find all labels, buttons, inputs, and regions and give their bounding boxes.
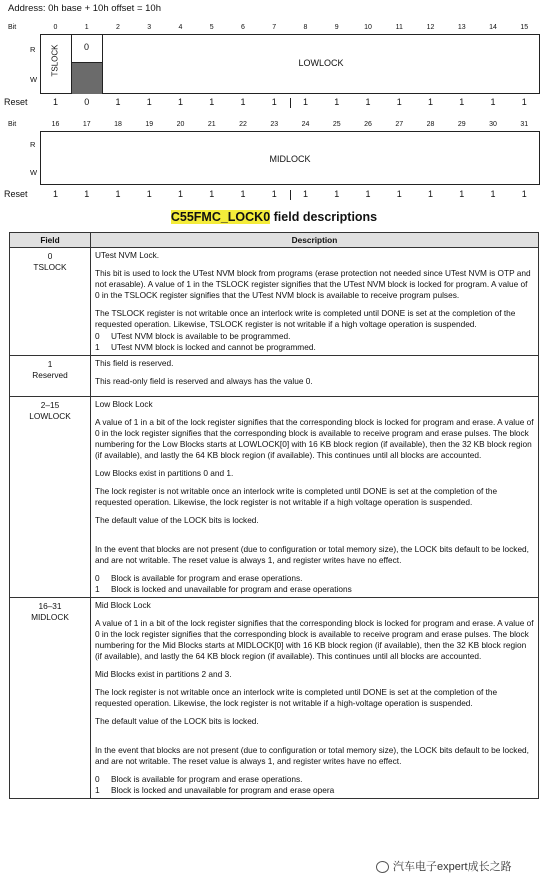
wechat-icon bbox=[376, 861, 389, 873]
bit-number: 22 bbox=[239, 121, 247, 128]
description-paragraph: Mid Block Lock bbox=[95, 600, 151, 610]
value-definition bbox=[95, 785, 534, 796]
reset-value: 1 bbox=[240, 97, 246, 107]
bit-number: 0 bbox=[53, 24, 58, 31]
bit-number: 30 bbox=[489, 121, 497, 128]
reset-value: 1 bbox=[302, 189, 308, 199]
reset-row bbox=[4, 97, 540, 111]
value-definition bbox=[95, 331, 534, 342]
reset-value: 1 bbox=[396, 189, 402, 199]
description-paragraph: A value of 1 in a bit of the lock register signifies that the corresponding block is locked for program and erase. A value of 0 in the lock register signifies that the corresponding block is available to receive program and erase pulses. The block numbering for the Low Blocks starts at LOWLOCK[0] with 16 KB block region (if available), then the 32 KB block region (if available), and lastly the 64 KB block region (if available). This continues until all blocks are accounted. bbox=[95, 417, 534, 460]
header-field: Field bbox=[10, 233, 91, 248]
bit-number: 9 bbox=[334, 24, 339, 31]
bit-number: 17 bbox=[82, 121, 91, 128]
value-key: 0 bbox=[95, 774, 100, 784]
value-definition bbox=[95, 584, 534, 595]
write-label: W bbox=[30, 75, 38, 84]
value-text: Block is locked and unavailable for program and erase operations bbox=[111, 584, 352, 594]
bit-number: 13 bbox=[457, 24, 466, 31]
byte-divider bbox=[290, 98, 291, 108]
bit-number: 5 bbox=[209, 24, 214, 31]
description-paragraph: Mid Blocks exist in partitions 2 and 3. bbox=[95, 669, 232, 679]
bit-number: 16 bbox=[51, 121, 60, 128]
header-description: Description bbox=[91, 233, 539, 248]
table-row bbox=[10, 598, 539, 799]
field-cell bbox=[10, 397, 91, 598]
description-paragraph: This field is reserved. bbox=[95, 358, 174, 368]
value-text: UTest NVM block is locked and cannot be programmed. bbox=[111, 342, 316, 352]
reset-value: 1 bbox=[52, 189, 58, 199]
table-header-row bbox=[10, 233, 539, 248]
value-key: 0 bbox=[95, 331, 100, 341]
reset-value: 1 bbox=[427, 189, 433, 199]
field-bits: 16–31 bbox=[38, 601, 62, 611]
reset-value: 1 bbox=[146, 97, 152, 107]
reset-value: 1 bbox=[490, 189, 496, 199]
reset-value: 1 bbox=[240, 189, 246, 199]
description-cell bbox=[91, 248, 539, 356]
title-rest: field descriptions bbox=[270, 210, 378, 224]
field-name: LOWLOCK bbox=[29, 411, 71, 421]
read-label: R bbox=[30, 140, 36, 149]
reset-value: 1 bbox=[146, 189, 152, 199]
description-paragraph: The default value of the LOCK bits is locked. bbox=[95, 515, 259, 525]
reset-value: 1 bbox=[490, 97, 496, 107]
description-cell bbox=[91, 598, 539, 799]
reserved-read-value: 0 bbox=[83, 42, 89, 52]
description-paragraph: The lock register is not writable once an interlock write is completed until DONE is set at the completion of the requested operation. Likewise, the lock register is not writable if a high-voltage operation is suspended. bbox=[95, 687, 498, 708]
bit-number: 11 bbox=[395, 24, 403, 31]
value-text: UTest NVM block is available to be programmed. bbox=[111, 331, 291, 341]
read-label: R bbox=[30, 45, 36, 54]
bit-number: 19 bbox=[145, 121, 154, 128]
description-paragraph: In the event that blocks are not present (due to configuration or total memory size), the LOCK bits default to be locked, and are not writable. The reset value is always 1, and register writes have no effect. bbox=[95, 745, 529, 766]
field-cell bbox=[10, 248, 91, 356]
value-definition bbox=[95, 573, 534, 584]
bit-number: 7 bbox=[272, 24, 277, 31]
reset-value: 1 bbox=[459, 97, 465, 107]
reset-value: 1 bbox=[271, 189, 277, 199]
bit-number: 27 bbox=[395, 121, 404, 128]
reset-value: 1 bbox=[209, 97, 215, 107]
bit-number: 28 bbox=[426, 121, 435, 128]
description-paragraph: UTest NVM Lock. bbox=[95, 250, 160, 260]
bit-number: 20 bbox=[176, 121, 185, 128]
bit-number: 12 bbox=[426, 24, 435, 31]
reset-value: 1 bbox=[115, 97, 121, 107]
bit-number: 26 bbox=[364, 121, 372, 128]
description-paragraph: Low Blocks exist in partitions 0 and 1. bbox=[95, 468, 234, 478]
reset-value: 1 bbox=[521, 189, 527, 199]
write-disabled-shade bbox=[72, 63, 102, 94]
bit-number: 21 bbox=[207, 121, 216, 128]
value-key: 1 bbox=[95, 785, 100, 795]
value-definition bbox=[95, 774, 534, 785]
reset-value: 1 bbox=[271, 97, 277, 107]
description-paragraph: The lock register is not writable once an interlock write is completed until DONE is set at the completion of the requested operation. Likewise, the lock register is not writable if a high voltage operation is suspended. bbox=[95, 486, 498, 507]
field-cell bbox=[10, 598, 91, 799]
field-name: MIDLOCK bbox=[31, 612, 69, 622]
bit-number: 3 bbox=[147, 24, 152, 31]
field-cell bbox=[10, 356, 91, 397]
table-row bbox=[10, 248, 539, 356]
description-cell bbox=[91, 397, 539, 598]
register-name-highlight: C55FMC_LOCK0 bbox=[170, 210, 271, 224]
reset-value: 1 bbox=[84, 189, 90, 199]
value-text: Block is locked and unavailable for program and erase opera bbox=[111, 785, 335, 795]
description-cell bbox=[91, 356, 539, 397]
reset-value: 1 bbox=[365, 189, 371, 199]
value-text: Block is available for program and erase operations. bbox=[111, 573, 303, 583]
value-key: 0 bbox=[95, 573, 100, 583]
table-row bbox=[10, 397, 539, 598]
reset-value: 0 bbox=[84, 97, 90, 107]
bit-number: 8 bbox=[303, 24, 308, 31]
reset-value: 1 bbox=[365, 97, 371, 107]
reset-value: 1 bbox=[427, 97, 433, 107]
field-name: TSLOCK bbox=[33, 262, 67, 272]
reset-row bbox=[4, 189, 540, 203]
reset-value: 1 bbox=[302, 97, 308, 107]
bit-number: 2 bbox=[116, 24, 120, 31]
field-bits: 0 bbox=[47, 251, 53, 261]
bit-number: 29 bbox=[457, 121, 466, 128]
bit-number: 25 bbox=[332, 121, 341, 128]
field-descriptions-table bbox=[9, 232, 539, 799]
bit-number: 14 bbox=[489, 24, 497, 31]
bit-number: 10 bbox=[364, 24, 372, 31]
bit-number: 4 bbox=[178, 24, 183, 31]
description-paragraph: Low Block Lock bbox=[95, 399, 153, 409]
field-name: Reserved bbox=[32, 370, 68, 380]
reset-value: 1 bbox=[396, 97, 402, 107]
field-midlock: MIDLOCK bbox=[269, 154, 311, 164]
reset-label: Reset bbox=[4, 189, 28, 199]
reset-value: 1 bbox=[209, 189, 215, 199]
table-body bbox=[10, 248, 539, 799]
field-lowlock: LOWLOCK bbox=[298, 58, 344, 68]
description-paragraph: A value of 1 in a bit of the lock register signifies that the corresponding block is locked for program and erase. A value of 0 in the lock register signifies that the corresponding block is available to receive program and erase pulses. The block numbering for the Mid Blocks starts at MIDLOCK[0] with 16 KB block region (if available), then the 32 KB block region (if available), and lastly the 64 KB block region (if available). This continues until all blocks are accounted. bbox=[95, 618, 534, 661]
reset-value: 1 bbox=[521, 97, 527, 107]
write-label: W bbox=[30, 168, 38, 177]
address-line: Address: 0h base + 10h offset = 10h bbox=[8, 3, 161, 14]
bit-number: 15 bbox=[520, 24, 529, 31]
reset-value: 1 bbox=[177, 97, 183, 107]
field-bits: 2–15 bbox=[40, 400, 60, 410]
bit-label: Bit bbox=[8, 24, 17, 31]
bit-number: 24 bbox=[301, 121, 310, 128]
description-paragraph: This bit is used to lock the UTest NVM block from programs (erase protection not needed since UTest NVM is OTP and not erasable). A value of 1 in the TSLOCK register signifies that the UTest NVM block is locked for program. A value of 0 in the TSLOCK register signifies that the UTest NVM block is available to receive program pulses. bbox=[95, 268, 531, 300]
bit-label: Bit bbox=[8, 121, 17, 128]
field-bits: 1 bbox=[47, 359, 53, 369]
reset-value: 1 bbox=[334, 97, 340, 107]
field-tslock: TSLOCK bbox=[50, 44, 60, 77]
table-row bbox=[10, 356, 539, 397]
value-key: 1 bbox=[95, 584, 100, 594]
value-key: 1 bbox=[95, 342, 100, 352]
bit-number: 23 bbox=[270, 121, 279, 128]
watermark-text: 汽车电子expert成长之路 bbox=[393, 861, 512, 873]
description-paragraph: The default value of the LOCK bits is locked. bbox=[95, 716, 259, 726]
reset-label: Reset bbox=[4, 97, 28, 107]
reset-value: 1 bbox=[115, 189, 121, 199]
reset-value: 1 bbox=[177, 189, 183, 199]
bit-number: 1 bbox=[84, 24, 89, 31]
value-definition bbox=[95, 342, 534, 353]
byte-divider bbox=[290, 190, 291, 200]
reset-value: 1 bbox=[52, 97, 58, 107]
description-paragraph: The TSLOCK register is not writable once an interlock write is completed until DONE is set at the completion of the requested operation. Likewise, TSLOCK register is not writable if a high voltage operation is suspended. bbox=[95, 308, 516, 329]
section-title bbox=[0, 210, 548, 224]
value-text: Block is available for program and erase operations. bbox=[111, 774, 303, 784]
bit-number: 18 bbox=[114, 121, 122, 128]
bit-number: 31 bbox=[520, 121, 529, 128]
description-paragraph: In the event that blocks are not present (due to configuration or total memory size), the LOCK bits default to be locked, and are not writable. The reset value is always 1, and register writes have no effect. bbox=[95, 544, 529, 565]
watermark bbox=[376, 858, 512, 874]
description-paragraph: This read-only field is reserved and always has the value 0. bbox=[95, 376, 313, 386]
reset-value: 1 bbox=[334, 189, 340, 199]
bit-number: 6 bbox=[241, 24, 245, 31]
reset-value: 1 bbox=[459, 189, 465, 199]
